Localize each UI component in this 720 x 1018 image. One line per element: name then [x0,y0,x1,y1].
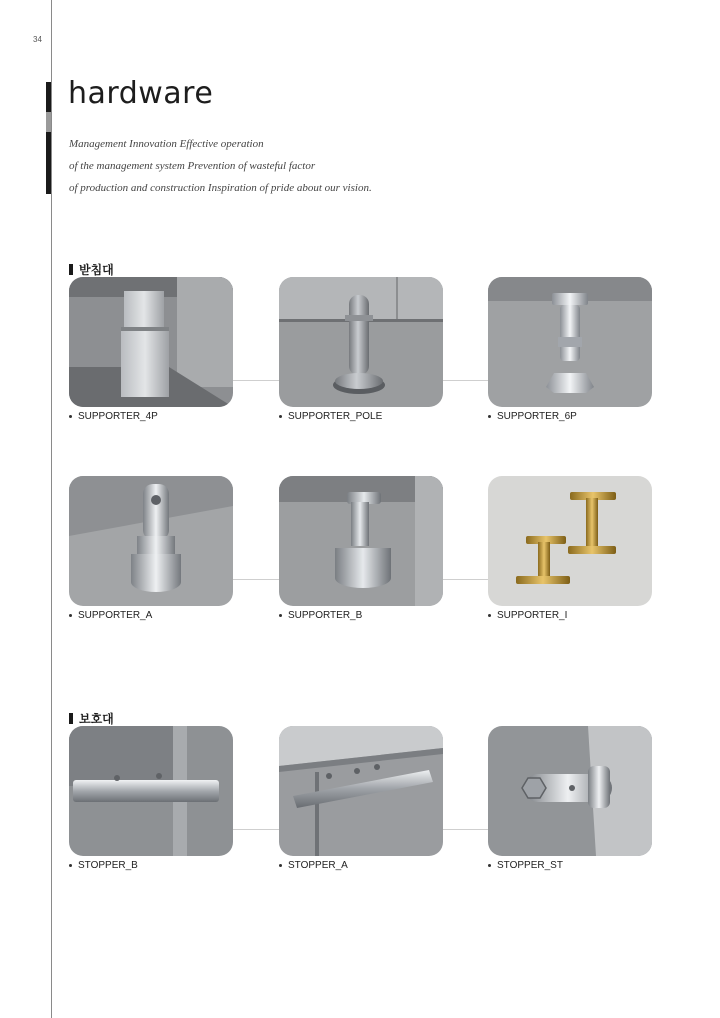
bullet-dot [69,614,72,617]
product-photo-supporter-4p [69,277,233,407]
product-photo-stopper-st [488,726,652,856]
product-label: STOPPER_B [78,860,138,871]
product-photo-supporter-b [279,476,443,606]
bullet-dot [279,864,282,867]
product-label: SUPPORTER_POLE [288,411,383,422]
bullet-dot [488,864,491,867]
intro-line: of production and construction Inspiration of pride about our vision. [69,182,372,194]
product-caption [279,411,382,422]
section-heading-stopper [69,710,114,727]
product-caption [279,860,348,871]
product-caption [488,860,563,871]
section-title: 보호대 [79,712,114,726]
product-photo-supporter-pole [279,277,443,407]
bullet-dot [488,614,491,617]
page-number: 34 [33,35,42,44]
page-title: hardware [68,76,214,111]
connector-line [233,829,279,830]
bullet-dot [69,864,72,867]
product-label: SUPPORTER_B [288,610,363,621]
accent-bar-bottom [46,132,51,194]
product-photo-stopper-a [279,726,443,856]
product-caption [69,860,138,871]
product-label: STOPPER_A [288,860,348,871]
section-title: 받침대 [79,263,114,277]
connector-line [233,579,279,580]
bullet-dot [279,614,282,617]
connector-line [442,829,488,830]
section-heading-supporter [69,261,114,278]
product-caption [488,411,577,422]
product-label: SUPPORTER_6P [497,411,577,422]
product-label: SUPPORTER_I [497,610,568,621]
connector-line [442,579,488,580]
intro-line: of the management system Prevention of wasteful factor [69,160,316,172]
bullet-dot [488,415,491,418]
bullet-dot [69,415,72,418]
section-marker [69,264,73,275]
product-caption [69,610,152,621]
connector-line [442,380,488,381]
intro-line: Management Innovation Effective operation [69,138,264,150]
product-label: SUPPORTER_A [78,610,153,621]
connector-line [233,380,279,381]
section-marker [69,713,73,724]
product-label: STOPPER_ST [497,860,563,871]
product-photo-supporter-6p [488,277,652,407]
product-label: SUPPORTER_4P [78,411,158,422]
product-caption [69,411,158,422]
intro-text [69,133,372,199]
accent-bar-middle [46,112,51,132]
product-caption [488,610,567,621]
product-photo-supporter-i [488,476,652,606]
bullet-dot [279,415,282,418]
product-caption [279,610,362,621]
accent-bar-top [46,82,51,112]
margin-rule [51,0,52,1018]
product-photo-stopper-b [69,726,233,856]
product-photo-supporter-a [69,476,233,606]
